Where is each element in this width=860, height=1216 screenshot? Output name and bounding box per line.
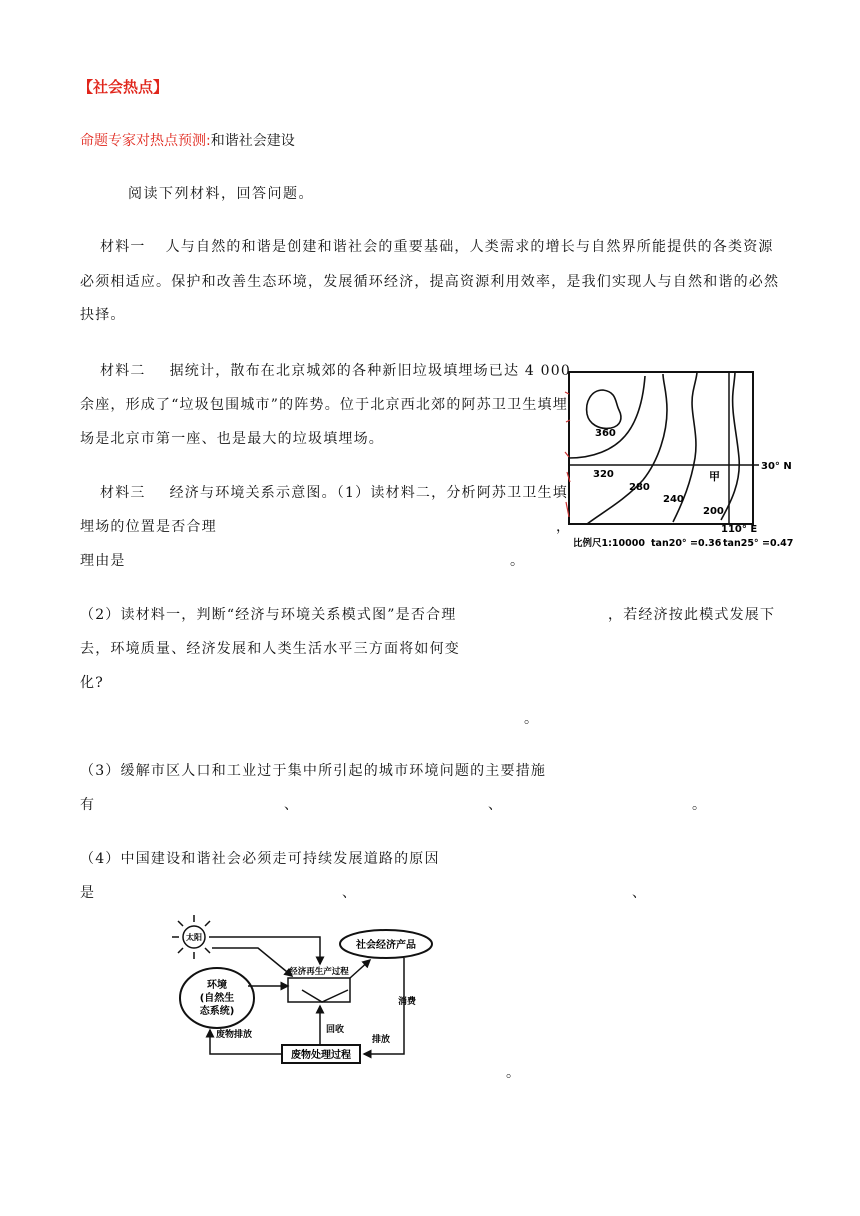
map-tan20: tan20° =0.36 bbox=[651, 538, 722, 549]
q3-line1: （3）缓解市区人口和工业过于集中所引起的城市环境问题的主要措施 bbox=[80, 763, 547, 779]
map-scale: 比例尺1:10000 bbox=[573, 538, 645, 549]
env-label-1: 环境 bbox=[207, 980, 227, 991]
q4-sep1: 、 bbox=[342, 885, 356, 901]
q4-period: 。 bbox=[506, 1065, 520, 1081]
waste-process-label: 废物处理过程 bbox=[291, 1050, 351, 1061]
economy-environment-diagram bbox=[172, 910, 442, 1070]
discharge-label: 排放 bbox=[372, 1035, 391, 1045]
material3-text1: 经济与环境关系示意图。（1）读材料二，分析阿苏卫卫生填 bbox=[169, 485, 568, 501]
section-tag: 【社会热点】 bbox=[78, 78, 169, 96]
q2-line2: 去，环境质量、经济发展和人类生活水平三方面将如何变 bbox=[80, 641, 460, 657]
material1-line1 bbox=[80, 236, 780, 258]
material2-line1 bbox=[100, 360, 571, 380]
recycle-label: 回收 bbox=[326, 1025, 345, 1035]
contour-320 bbox=[569, 376, 645, 458]
process-box bbox=[288, 978, 350, 1002]
process-label: 经济再生产过程 bbox=[289, 967, 349, 977]
contour-200 bbox=[721, 372, 739, 520]
contour-200-label: 200 bbox=[703, 506, 724, 517]
waste-emit-label: 废物排放 bbox=[216, 1030, 253, 1040]
env-label-3: 态系统) bbox=[199, 1006, 235, 1017]
q3-line2: 有 bbox=[80, 797, 94, 813]
lon-label: 110° E bbox=[721, 524, 758, 535]
material3-comma: ， bbox=[556, 519, 570, 535]
material2-label: 材料二 bbox=[100, 363, 146, 379]
contour-280-label: 280 bbox=[629, 482, 650, 493]
material2-line2: 余座，形成了“垃圾包围城市”的阵势。位于北京西北郊的阿苏卫卫生填埋 bbox=[80, 397, 568, 413]
q2-line1a: （2）读材料一，判断“经济与环境关系模式图”是否合理 bbox=[80, 607, 457, 623]
q2-line3: 化? bbox=[80, 675, 104, 691]
topic-line bbox=[80, 130, 295, 150]
contour-360-loop bbox=[587, 390, 621, 428]
material1-line3: 抉择。 bbox=[80, 307, 126, 323]
q2-period: 。 bbox=[524, 711, 538, 727]
q4-line1: （4）中国建设和谐社会必须走可持续发展道路的原因 bbox=[80, 851, 440, 867]
point-jia-label: 甲 bbox=[709, 470, 720, 483]
lat-label: 30° N bbox=[761, 461, 792, 472]
contour-280 bbox=[587, 374, 667, 524]
material1-line2: 必须相适应。保护和改善生态环境，发展循环经济，提高资源利用效率，是我们实现人与自然和谐的必然 bbox=[80, 274, 780, 290]
contour-320-label: 320 bbox=[593, 469, 614, 480]
contour-240-label: 240 bbox=[663, 494, 684, 505]
q4-sep2: 、 bbox=[632, 885, 646, 901]
material1-label: 材料一 bbox=[100, 239, 146, 255]
map-tan25: tan25° =0.47 bbox=[723, 538, 794, 549]
material3-line1 bbox=[100, 482, 568, 502]
consume-label-1: 消费 bbox=[398, 997, 417, 1007]
material3-label: 材料三 bbox=[100, 485, 146, 501]
contour-360-label: 360 bbox=[595, 428, 616, 439]
q4-line2: 是 bbox=[80, 885, 94, 901]
arrow-process-products bbox=[350, 960, 370, 978]
material2-line3: 场是北京市第一座、也是最大的垃圾填埋场。 bbox=[80, 431, 384, 447]
q2-line1b: ，若经济按此模式发展下 bbox=[608, 607, 776, 623]
contour-map bbox=[563, 362, 798, 557]
arrow-sun-process bbox=[216, 937, 320, 964]
topic-text: 和谐社会建设 bbox=[210, 133, 295, 149]
material3-period: 。 bbox=[510, 553, 524, 569]
material3-line2: 埋场的位置是否合理 bbox=[80, 519, 217, 535]
q3-sep1: 、 bbox=[284, 797, 298, 813]
sun-label: 太阳 bbox=[186, 933, 202, 942]
topic-label: 命题专家对热点预测: bbox=[80, 133, 211, 149]
products-label: 社会经济产品 bbox=[356, 940, 416, 951]
env-label-2: (自然生 bbox=[199, 993, 235, 1004]
material1-text1: 人与自然的和谐是创建和谐社会的重要基础，人类需求的增长与自然界所能提供的各类资源 bbox=[165, 239, 774, 255]
intro-text: 阅读下列材料，回答问题。 bbox=[128, 186, 314, 202]
material3-line3: 理由是 bbox=[80, 553, 126, 569]
material2-text1: 据统计，散布在北京城郊的各种新旧垃圾填埋场已达 4 000 bbox=[169, 363, 571, 379]
q3-period: 。 bbox=[692, 797, 706, 813]
process-inner-path bbox=[302, 990, 348, 1002]
q3-sep2: 、 bbox=[488, 797, 502, 813]
